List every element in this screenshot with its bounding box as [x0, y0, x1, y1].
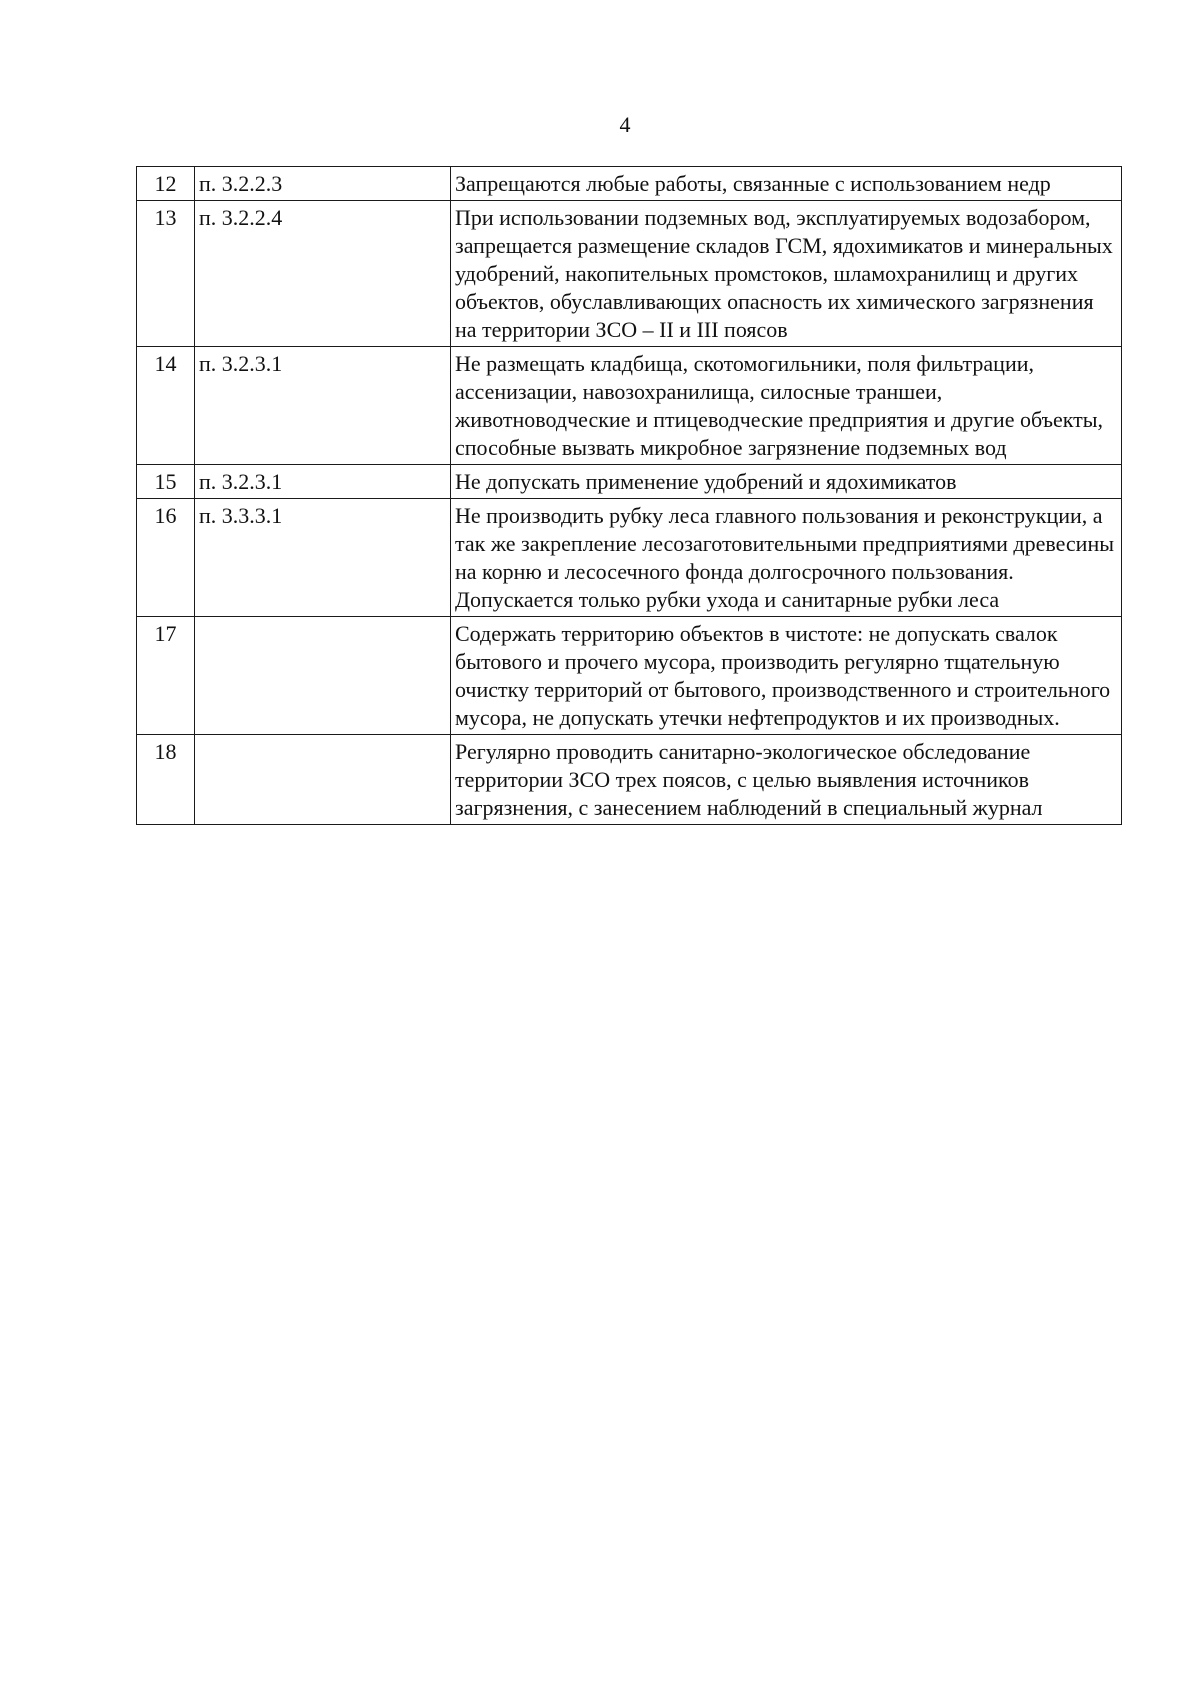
table-row — [137, 617, 1122, 735]
row-number: 12 — [137, 167, 195, 201]
requirement-text: Не производить рубку леса главного пользования и реконструкции, а так же закрепление лесозаготовительными предприятиями древесины на корню и лесосечного фонда долгосрочного пользования. Допускается только рубки ухода и санитарные рубки леса — [451, 499, 1122, 617]
table-row — [137, 499, 1122, 617]
table-row — [137, 167, 1122, 201]
row-number: 14 — [137, 347, 195, 465]
requirement-text: При использовании подземных вод, эксплуатируемых водозабором, запрещается размещение складов ГСМ, ядохимикатов и минеральных удобрений, накопительных промстоков, шламохранилищ и других объектов, обуславливающих опасность их химического загрязнения на территории ЗСО – II и III поясов — [451, 201, 1122, 347]
requirement-text: Регулярно проводить санитарно-экологическое обследование территории ЗСО трех поясов, с целью выявления источников загрязнения, с занесением наблюдений в специальный журнал — [451, 735, 1122, 825]
table-row — [137, 465, 1122, 499]
row-number: 18 — [137, 735, 195, 825]
table-row — [137, 735, 1122, 825]
clause-reference: п. 3.2.2.3 — [195, 167, 451, 201]
requirement-text: Содержать территорию объектов в чистоте: не допускать свалок бытового и прочего мусора, производить регулярно тщательную очистку территорий от бытового, производственного и строительного мусора, не допускать утечки нефтепродуктов и их производных. — [451, 617, 1122, 735]
row-number: 16 — [137, 499, 195, 617]
requirements-table — [136, 166, 1122, 825]
clause-reference: п. 3.2.3.1 — [195, 347, 451, 465]
clause-reference: п. 3.2.2.4 — [195, 201, 451, 347]
requirement-text: Запрещаются любые работы, связанные с использованием недр — [451, 167, 1122, 201]
clause-reference: п. 3.2.3.1 — [195, 465, 451, 499]
clause-reference: п. 3.3.3.1 — [195, 499, 451, 617]
table-row — [137, 347, 1122, 465]
requirement-text: Не размещать кладбища, скотомогильники, поля фильтрации, ассенизации, навозохранилища, силосные траншеи, животноводческие и птицеводческие предприятия и другие объекты, способные вызвать микробное загрязнение подземных вод — [451, 347, 1122, 465]
requirement-text: Не допускать применение удобрений и ядохимикатов — [451, 465, 1122, 499]
page-number: 4 — [619, 112, 631, 137]
clause-reference — [195, 617, 451, 735]
row-number: 15 — [137, 465, 195, 499]
row-number: 17 — [137, 617, 195, 735]
clause-reference — [195, 735, 451, 825]
row-number: 13 — [137, 201, 195, 347]
table-row — [137, 201, 1122, 347]
